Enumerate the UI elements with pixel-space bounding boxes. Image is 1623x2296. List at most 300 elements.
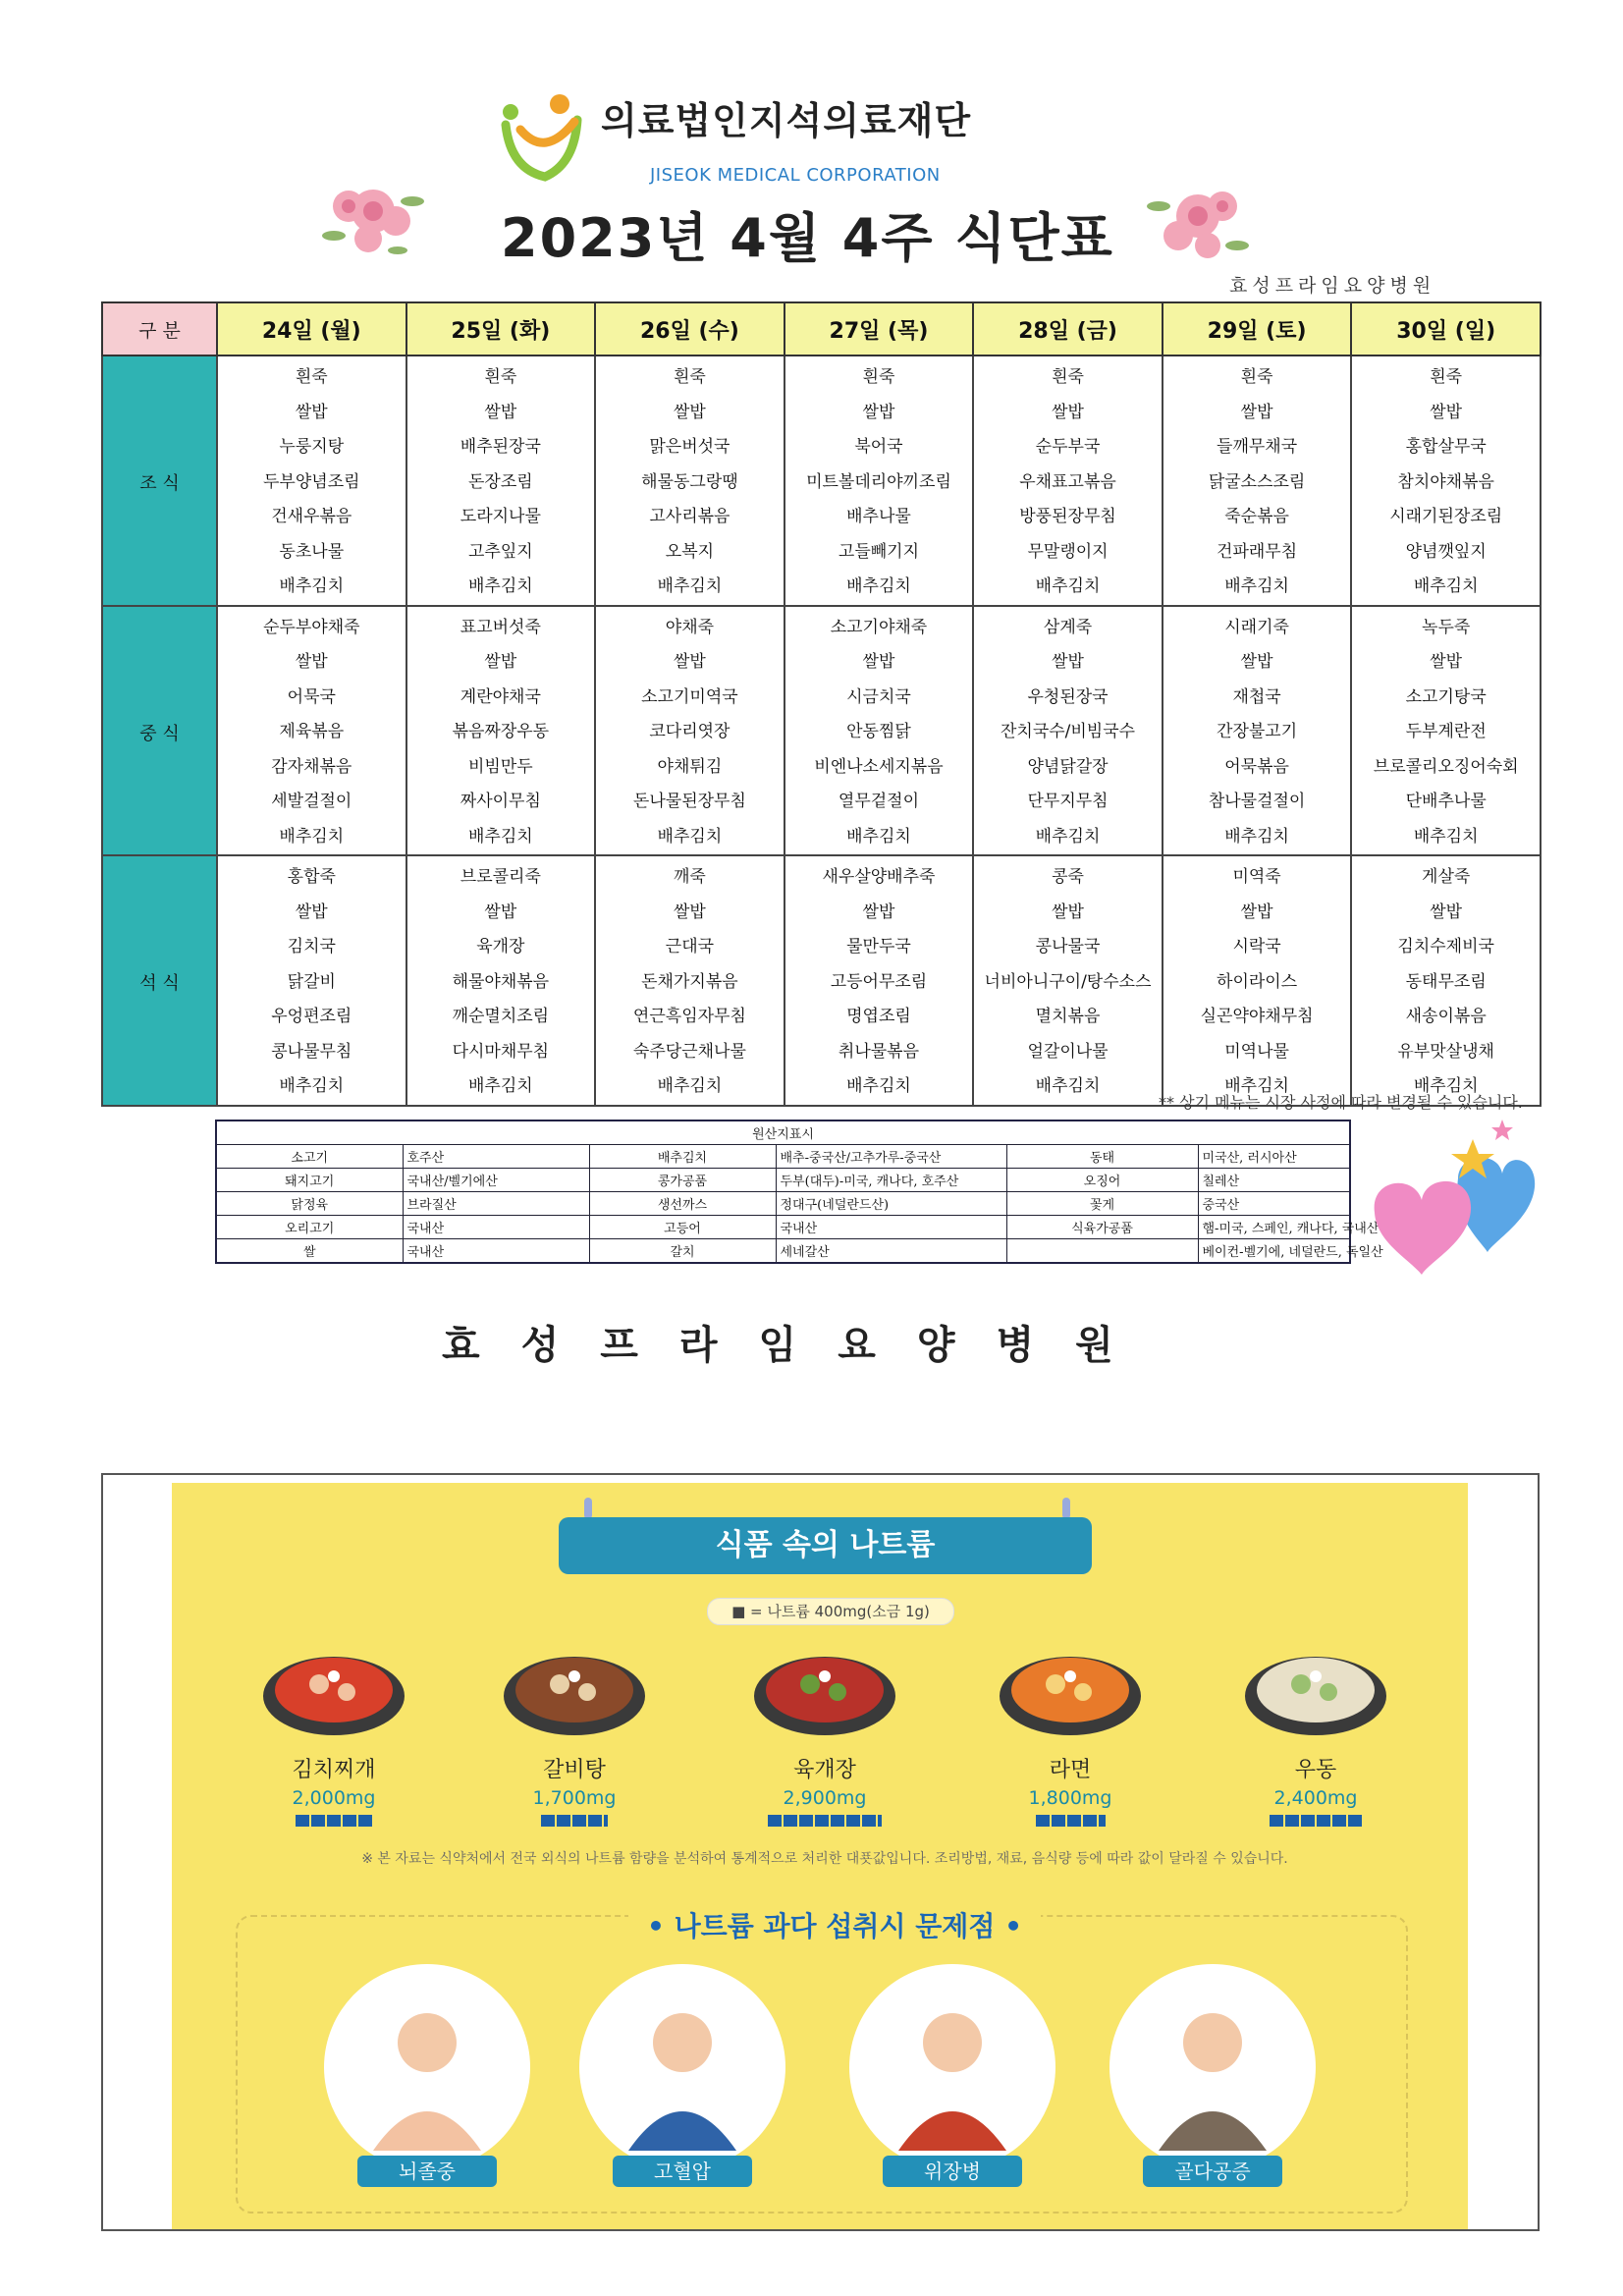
poster-title: 식품 속의 나트륨 — [559, 1517, 1092, 1574]
menu-item: 배추김치 — [657, 1076, 723, 1096]
menu-item: 흰죽 — [484, 367, 517, 387]
menu-item: 배추김치 — [657, 826, 723, 847]
footer-hospital-name: 효성프라임요양병원 — [442, 1323, 1155, 1368]
menu-cell — [406, 606, 596, 856]
poster-disclaimer: ※ 본 자료는 식약처에서 전국 외식의 나트륨 함량을 분석하여 통계적으로 처리한 대푯값입니다. 조리방법, 재료, 음식량 등에 따라 값이 달라질 수 있습니다. — [361, 1851, 1288, 1867]
food-item — [972, 1635, 1168, 1827]
problems-title: • 나트륨 과다 섭취시 문제점 • — [628, 1905, 1041, 1948]
day-header: 30일 (일) — [1351, 302, 1541, 355]
origin-country: 칠레산 — [1198, 1169, 1350, 1192]
menu-item: 세발걸절이 — [271, 792, 352, 811]
sodium-block — [1301, 1815, 1315, 1827]
hearts-decoration-icon — [1365, 1120, 1542, 1286]
hospital-name-small: 효성프라임요양병원 — [1229, 275, 1436, 297]
sodium-block — [768, 1815, 782, 1827]
menu-item: 단무지무침 — [1027, 792, 1109, 811]
menu-item: 숙주당근채나물 — [632, 1041, 746, 1062]
sodium-block — [1270, 1815, 1283, 1827]
menu-item: 근대국 — [665, 937, 715, 957]
menu-item: 단배추나물 — [1405, 792, 1487, 811]
food-bowl-icon — [997, 1635, 1144, 1743]
menu-item: 무말랭이지 — [1027, 541, 1109, 562]
sodium-block — [784, 1815, 797, 1827]
origin-caption: 원산지표시 — [216, 1121, 1350, 1145]
menu-item: 배추김치 — [279, 1076, 345, 1096]
food-name: 라면 — [1049, 1758, 1092, 1782]
menu-item: 북어국 — [854, 437, 903, 457]
menu-item: 누룽지탕 — [279, 437, 345, 457]
menu-item: 건새우볶음 — [271, 507, 352, 526]
menu-item: 흰죽 — [1240, 367, 1273, 387]
menu-item: 배추김치 — [657, 576, 723, 596]
food-name: 갈비탕 — [543, 1758, 606, 1782]
menu-item: 두부양념조림 — [263, 471, 360, 492]
menu-item: 육개장 — [476, 937, 525, 957]
day-header: 29일 (토) — [1163, 302, 1352, 355]
menu-item: 쌀밥 — [484, 902, 517, 922]
flower-decoration-icon — [319, 162, 437, 270]
menu-item: 쌀밥 — [673, 902, 706, 922]
menu-item: 쌀밥 — [484, 652, 517, 672]
menu-item: 닭갈비 — [287, 971, 336, 992]
menu-item: 배추김치 — [279, 576, 345, 596]
menu-item: 안동찜닭 — [846, 722, 911, 741]
sodium-block — [862, 1815, 876, 1827]
menu-item: 간장불고기 — [1217, 722, 1298, 741]
menu-cell — [217, 855, 406, 1106]
menu-change-notice: ** 상기 메뉴는 시장 사정에 따라 변경될 수 있습니다. — [1159, 1093, 1523, 1112]
sodium-block — [1036, 1815, 1050, 1827]
sodium-blocks — [236, 1815, 432, 1827]
menu-item: 미역나물 — [1224, 1041, 1289, 1062]
menu-cell — [217, 606, 406, 856]
origin-country: 국내산 — [403, 1216, 589, 1239]
menu-item: 두부계란전 — [1405, 722, 1487, 741]
menu-item: 게살죽 — [1422, 867, 1471, 887]
person-illustration-icon — [1109, 1964, 1316, 2170]
origin-food: 배추김치 — [589, 1145, 776, 1169]
sodium-block — [1285, 1815, 1299, 1827]
origin-food: 갈치 — [589, 1239, 776, 1264]
organization-name: 의료법인지석의료재단 — [601, 99, 972, 142]
meal-row — [102, 855, 1541, 1106]
meal-row — [102, 606, 1541, 856]
menu-item: 배추된장국 — [460, 437, 541, 457]
menu-item: 소고기탕국 — [1405, 686, 1487, 707]
origin-country: 브라질산 — [403, 1192, 589, 1216]
menu-cell — [784, 355, 974, 606]
menu-item: 오복지 — [665, 541, 715, 562]
food-sodium: 2,000mg — [292, 1787, 376, 1809]
disease-label: 골다공증 — [1143, 2156, 1282, 2187]
menu-item: 물만두국 — [846, 937, 911, 957]
menu-item: 맑은버섯국 — [649, 437, 730, 457]
menu-item: 열무겉절이 — [838, 792, 920, 811]
origin-row — [216, 1169, 1350, 1192]
menu-item: 배추김치 — [846, 826, 911, 847]
day-header: 24일 (월) — [217, 302, 406, 355]
menu-item: 배추김치 — [279, 826, 345, 847]
food-item — [236, 1635, 432, 1827]
menu-cell — [1351, 355, 1541, 606]
sodium-block — [831, 1815, 844, 1827]
menu-cell — [1163, 855, 1352, 1106]
menu-cell — [1351, 855, 1541, 1106]
food-item — [1217, 1635, 1414, 1827]
menu-item: 김치국 — [287, 937, 336, 957]
sodium-block — [311, 1815, 325, 1827]
menu-item: 들깨무채국 — [1217, 437, 1298, 457]
menu-item: 흰죽 — [1430, 367, 1463, 387]
food-bowl-icon — [751, 1635, 898, 1743]
problem-illustration — [324, 1964, 530, 2170]
food-bowl-icon — [260, 1635, 407, 1743]
menu-cell — [595, 355, 784, 606]
origin-country: 베이컨-벨기에, 네덜란드, 독일산 — [1198, 1239, 1350, 1264]
menu-item: 비엔나소세지볶음 — [814, 756, 944, 777]
menu-item: 비빔만두 — [467, 756, 533, 777]
sodium-legend: ■ = 나트륨 400mg(소금 1g) — [707, 1598, 954, 1625]
menu-item: 배추김치 — [467, 576, 533, 596]
food-item — [476, 1635, 673, 1827]
menu-item: 표고버섯죽 — [460, 617, 541, 637]
food-bowl-icon — [501, 1635, 648, 1743]
menu-item: 시래기죽 — [1224, 617, 1289, 637]
menu-item: 쌀밥 — [862, 902, 895, 922]
menu-item: 참치야채볶음 — [1397, 471, 1494, 492]
menu-item: 재첩국 — [1232, 686, 1281, 707]
menu-item: 우채표고볶음 — [1019, 471, 1116, 492]
origin-row — [216, 1239, 1350, 1264]
menu-item: 녹두죽 — [1422, 617, 1471, 637]
sodium-block — [1067, 1815, 1081, 1827]
menu-item: 콩나물국 — [1035, 937, 1101, 957]
origin-country: 호주산 — [403, 1145, 589, 1169]
origin-country: 미국산, 러시아산 — [1198, 1145, 1350, 1169]
menu-cell — [973, 355, 1163, 606]
menu-item: 돈채가지볶음 — [641, 971, 738, 992]
flower-decoration-icon — [1139, 167, 1257, 275]
menu-item: 닭굴소스조림 — [1208, 471, 1306, 492]
origin-country: 두부(대두)-미국, 캐나다, 호주산 — [776, 1169, 1006, 1192]
menu-corner-label: 구 분 — [102, 302, 217, 355]
menu-item: 소고기미역국 — [641, 686, 738, 707]
food-sodium: 2,900mg — [783, 1787, 867, 1809]
menu-item: 배추김치 — [467, 826, 533, 847]
sodium-block — [296, 1815, 309, 1827]
menu-item: 죽순볶음 — [1224, 507, 1289, 526]
menu-item: 건파래무침 — [1217, 541, 1298, 562]
sodium-block — [358, 1815, 372, 1827]
menu-item: 고등어무조림 — [830, 971, 928, 992]
menu-item: 방풍된장무침 — [1019, 507, 1116, 526]
menu-item: 쌀밥 — [1240, 402, 1273, 422]
disease-label: 고혈압 — [613, 2156, 752, 2187]
menu-item: 쌀밥 — [1052, 652, 1084, 672]
person-illustration-icon — [579, 1964, 785, 2170]
menu-item: 고들빼기지 — [838, 541, 920, 562]
food-name: 육개장 — [793, 1758, 856, 1782]
menu-item: 배추김치 — [846, 576, 911, 596]
day-header: 27일 (목) — [784, 302, 974, 355]
disease-label: 위장병 — [883, 2156, 1022, 2187]
menu-item: 배추김치 — [1224, 1076, 1289, 1096]
origin-table — [215, 1120, 1383, 1264]
problem-illustration — [849, 1964, 1055, 2170]
menu-item: 쌀밥 — [295, 402, 328, 422]
menu-item: 흰죽 — [295, 367, 328, 387]
menu-item: 도라지나물 — [460, 507, 541, 526]
menu-item: 동태무조림 — [1405, 971, 1487, 992]
origin-food: 소고기 — [216, 1145, 403, 1169]
menu-item: 고추잎지 — [467, 541, 533, 562]
menu-item: 브로콜리죽 — [460, 867, 541, 887]
menu-item: 김치수제비국 — [1397, 937, 1494, 957]
menu-item: 돈나물된장무침 — [632, 792, 746, 811]
meal-label: 석 식 — [102, 855, 217, 1106]
menu-item: 순두부야채죽 — [263, 617, 360, 637]
menu-item: 돈장조림 — [467, 471, 533, 492]
sodium-block — [1317, 1815, 1330, 1827]
origin-row — [216, 1216, 1350, 1239]
sodium-block — [878, 1815, 882, 1827]
origin-row — [216, 1192, 1350, 1216]
origin-country: 국내산 — [776, 1216, 1006, 1239]
menu-item: 쌀밥 — [862, 652, 895, 672]
meal-row — [102, 355, 1541, 606]
menu-item: 배추김치 — [846, 1076, 911, 1096]
menu-item: 콩나물무침 — [271, 1041, 352, 1062]
origin-food: 콩가공품 — [589, 1169, 776, 1192]
menu-cell — [973, 606, 1163, 856]
menu-item: 쌀밥 — [673, 402, 706, 422]
menu-item: 양념깻잎지 — [1405, 541, 1487, 562]
menu-cell — [1163, 606, 1352, 856]
menu-item: 배추김치 — [467, 1076, 533, 1096]
origin-country: 정대구(네덜란드산) — [776, 1192, 1006, 1216]
page-title: 2023년 4월 4주 식단표 — [501, 207, 1114, 269]
menu-item: 미역죽 — [1232, 867, 1281, 887]
menu-item: 삼계죽 — [1043, 617, 1093, 637]
person-illustration-icon — [324, 1964, 530, 2170]
menu-item: 배추김치 — [1413, 576, 1479, 596]
menu-item: 배추김치 — [1035, 826, 1101, 847]
menu-item: 배추김치 — [1413, 826, 1479, 847]
menu-item: 시래기된장조림 — [1389, 507, 1503, 526]
menu-item: 쌀밥 — [862, 402, 895, 422]
food-sodium: 1,700mg — [532, 1787, 617, 1809]
menu-item: 홍합살무국 — [1405, 437, 1487, 457]
origin-food: 고등어 — [589, 1216, 776, 1239]
menu-cell — [784, 606, 974, 856]
origin-food: 생선까스 — [589, 1192, 776, 1216]
menu-item: 흰죽 — [1052, 367, 1084, 387]
menu-item: 시락국 — [1232, 937, 1281, 957]
menu-item: 쌀밥 — [484, 402, 517, 422]
menu-item: 너비아니구이/탕수소스 — [984, 971, 1152, 992]
food-name: 우동 — [1294, 1758, 1337, 1782]
menu-item: 쌀밥 — [1430, 652, 1463, 672]
menu-item: 배추김치 — [1224, 576, 1289, 596]
menu-item: 쌀밥 — [295, 902, 328, 922]
menu-item: 흰죽 — [673, 367, 706, 387]
origin-food: 돼지고기 — [216, 1169, 403, 1192]
menu-item: 동초나물 — [279, 541, 345, 562]
menu-cell — [595, 855, 784, 1106]
menu-item: 쌀밥 — [1430, 402, 1463, 422]
sodium-block — [541, 1815, 555, 1827]
origin-food: 오리고기 — [216, 1216, 403, 1239]
menu-item: 배추김치 — [1224, 826, 1289, 847]
menu-item: 참나물걸절이 — [1208, 792, 1306, 811]
sodium-block — [327, 1815, 341, 1827]
menu-item: 취나물볶음 — [838, 1041, 920, 1062]
menu-item: 배추나물 — [846, 507, 911, 526]
menu-item: 배추김치 — [1413, 1076, 1479, 1096]
origin-country: 중국산 — [1198, 1192, 1350, 1216]
menu-item: 새송이볶음 — [1405, 1007, 1487, 1026]
food-name: 김치찌개 — [292, 1758, 376, 1782]
sodium-blocks — [1217, 1815, 1414, 1827]
food-bowl-icon — [1242, 1635, 1389, 1743]
menu-cell — [406, 855, 596, 1106]
menu-cell — [784, 855, 974, 1106]
sodium-block — [572, 1815, 586, 1827]
pin-icon — [584, 1498, 592, 1519]
menu-item: 배추김치 — [1035, 1076, 1101, 1096]
menu-cell — [595, 606, 784, 856]
person-illustration-icon — [849, 1964, 1055, 2170]
food-sodium: 1,800mg — [1028, 1787, 1112, 1809]
menu-item: 어묵국 — [287, 686, 336, 707]
disease-label: 뇌졸중 — [357, 2156, 497, 2187]
menu-item: 볶음짜장우동 — [452, 722, 550, 741]
sodium-block — [1083, 1815, 1097, 1827]
menu-item: 미트볼데리야끼조림 — [806, 471, 951, 492]
menu-item: 잔치국수/비빔국수 — [1000, 722, 1136, 741]
menu-item: 쌀밥 — [673, 652, 706, 672]
food-sodium: 2,400mg — [1273, 1787, 1358, 1809]
sodium-blocks — [727, 1815, 923, 1827]
origin-food: 오징어 — [1006, 1169, 1198, 1192]
organization-english-name: JISEOK MEDICAL CORPORATION — [650, 165, 941, 186]
menu-item: 야채죽 — [665, 617, 715, 637]
day-header: 28일 (금) — [973, 302, 1163, 355]
menu-item: 계란야채국 — [460, 686, 541, 707]
day-header: 26일 (수) — [595, 302, 784, 355]
menu-item: 쌀밥 — [1052, 902, 1084, 922]
menu-item: 흰죽 — [862, 367, 895, 387]
menu-item: 배추김치 — [1035, 576, 1101, 596]
sodium-block — [343, 1815, 356, 1827]
menu-item: 명엽조림 — [846, 1007, 911, 1026]
menu-cell — [973, 855, 1163, 1106]
menu-item: 깨순멸치조림 — [452, 1007, 550, 1026]
sodium-block — [799, 1815, 813, 1827]
menu-item: 코다리엿장 — [649, 722, 730, 741]
menu-item: 감자채볶음 — [271, 756, 352, 777]
menu-item: 연근흑임자무침 — [632, 1007, 746, 1026]
menu-item: 시금치국 — [846, 686, 911, 707]
menu-item: 콩죽 — [1052, 867, 1084, 887]
menu-item: 우청된장국 — [1027, 686, 1109, 707]
menu-item: 실곤약야채무침 — [1200, 1007, 1314, 1026]
menu-item: 해물야채볶음 — [452, 971, 550, 992]
menu-item: 얼갈이나물 — [1027, 1041, 1109, 1062]
food-item — [727, 1635, 923, 1827]
menu-item: 다시마채무침 — [452, 1041, 550, 1062]
menu-item: 어묵볶음 — [1224, 756, 1289, 777]
menu-item: 양념닭갈장 — [1027, 756, 1109, 777]
origin-country: 세네갈산 — [776, 1239, 1006, 1264]
jiseok-logo-icon — [491, 90, 589, 189]
menu-item: 쌀밥 — [1240, 652, 1273, 672]
menu-item: 깨죽 — [673, 867, 706, 887]
menu-item: 고사리볶음 — [649, 507, 730, 526]
origin-food: 쌀 — [216, 1239, 403, 1264]
origin-country: 국내산/벨기에산 — [403, 1169, 589, 1192]
menu-item: 쌀밥 — [1240, 902, 1273, 922]
menu-item: 해물동그랑땡 — [641, 471, 738, 492]
origin-food: 꽃게 — [1006, 1192, 1198, 1216]
problem-illustration — [1109, 1964, 1316, 2170]
menu-header-row — [102, 302, 1541, 355]
sodium-block — [815, 1815, 829, 1827]
sodium-block — [1052, 1815, 1065, 1827]
menu-item: 쌀밥 — [1052, 402, 1084, 422]
origin-food: 동태 — [1006, 1145, 1198, 1169]
pin-icon — [1062, 1498, 1070, 1519]
origin-country: 햄-미국, 스페인, 캐나다, 국내산 — [1198, 1216, 1350, 1239]
origin-row — [216, 1145, 1350, 1169]
menu-item: 짜사이무침 — [460, 792, 541, 811]
origin-food: 식육가공품 — [1006, 1216, 1198, 1239]
menu-cell — [1351, 606, 1541, 856]
origin-food — [1006, 1239, 1198, 1264]
menu-item: 쌀밥 — [1430, 902, 1463, 922]
day-header: 25일 (화) — [406, 302, 596, 355]
menu-item: 하이라이스 — [1217, 971, 1298, 992]
sodium-block — [557, 1815, 570, 1827]
menu-item: 유부맛살냉채 — [1397, 1041, 1494, 1062]
sodium-block — [588, 1815, 602, 1827]
menu-item: 야채튀김 — [657, 756, 723, 777]
origin-food: 닭정육 — [216, 1192, 403, 1216]
menu-cell — [1163, 355, 1352, 606]
sodium-block — [1099, 1815, 1106, 1827]
menu-item: 멸치볶음 — [1035, 1007, 1101, 1026]
sodium-block — [1348, 1815, 1362, 1827]
menu-item: 브로콜리오징어숙회 — [1373, 756, 1519, 777]
meal-label: 조 식 — [102, 355, 217, 606]
menu-cell — [406, 355, 596, 606]
menu-item: 순두부국 — [1035, 437, 1101, 457]
menu-item: 홍합죽 — [287, 867, 336, 887]
menu-item: 우엉편조림 — [271, 1007, 352, 1026]
weekly-menu-table — [101, 301, 1542, 1107]
sodium-blocks — [476, 1815, 673, 1827]
sodium-blocks — [972, 1815, 1168, 1827]
problem-illustration — [579, 1964, 785, 2170]
menu-item: 새우살양배추죽 — [822, 867, 936, 887]
sodium-block — [846, 1815, 860, 1827]
meal-label: 중 식 — [102, 606, 217, 856]
sodium-block — [1332, 1815, 1346, 1827]
origin-country: 국내산 — [403, 1239, 589, 1264]
menu-item: 제육볶음 — [279, 722, 345, 741]
menu-item: 쌀밥 — [295, 652, 328, 672]
menu-cell — [217, 355, 406, 606]
